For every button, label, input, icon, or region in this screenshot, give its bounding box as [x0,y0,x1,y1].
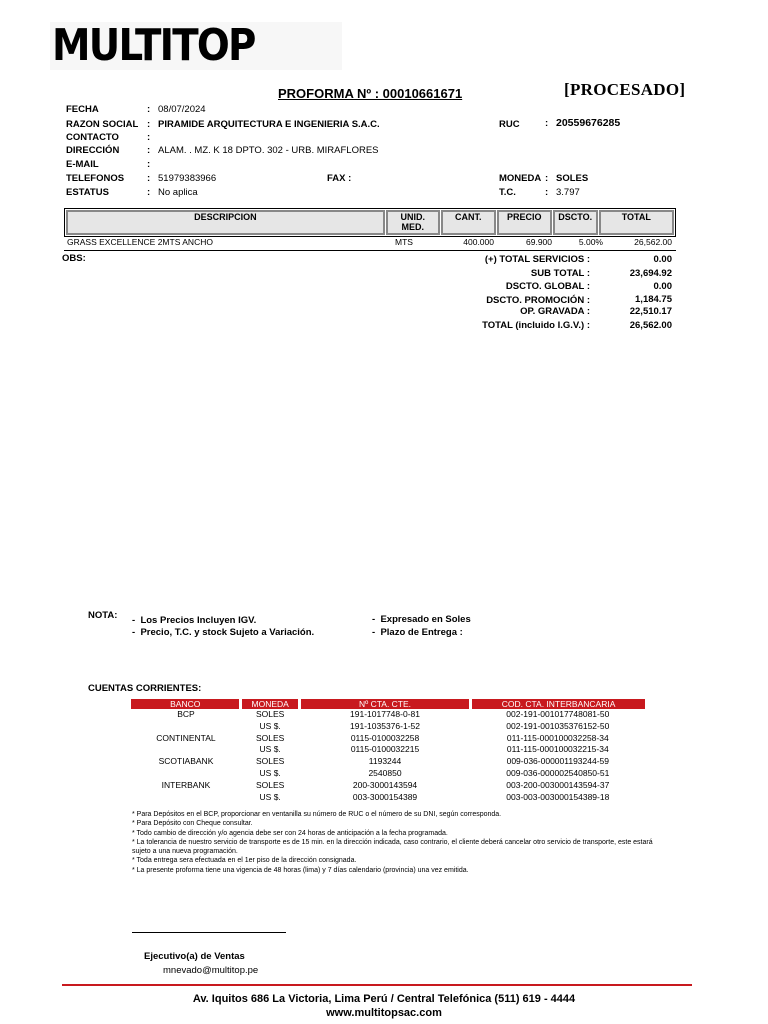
note-line: * La presente proforma tiene una vigencia de 48 horas (lima) y 7 días calendario (provincia) una vez emitida. [132,866,469,874]
tc-value: 3.797 [556,187,580,198]
telefonos-value: 51979383966 [158,173,217,184]
colon: : [545,173,549,184]
total-igv-label: TOTAL (incluido I.G.V.) : [482,320,590,331]
dscto-promocion-value: 1,184.75 [635,294,672,305]
direccion-value: ALAM. . MZ. K 18 DPTO. 302 - URB. MIRAFLORES [158,145,379,156]
item-unid: MTS [395,237,413,247]
table-divider [64,250,676,251]
col-unid-med: UNID. MED. [386,210,440,235]
colon: : [147,159,151,170]
colon: : [147,145,151,156]
company-logo: MULTITOP [52,20,255,71]
conditions-notes [132,810,672,875]
footer-website: www.multitopsac.com [326,1007,442,1019]
note-line: * Todo cambio de dirección y/o agencia debe ser con 24 horas de anticipación a la fecha programada. [132,829,448,837]
bank-col-moneda: MONEDA [241,699,299,709]
estatus-label: ESTATUS [66,187,109,198]
total-servicios-label: (+) TOTAL SERVICIOS : [484,254,590,265]
item-dscto: 5.00% [578,237,603,247]
moneda-value: SOLES [556,173,589,184]
nota-item: - Los Precios Incluyen IGV. [132,615,257,626]
note-line: * Toda entrega sera efectuada en el 1er piso de la dirección consignada. [132,857,357,865]
fecha-label: FECHA [66,104,99,115]
bank-col-cta: Nº CTA. CTE. [299,699,470,709]
op-gravada-label: OP. GRAVADA : [520,306,590,317]
table-row: SCOTIABANK SOLES 1193244 009-036-000001193244-59 [158,756,610,767]
item-total: 26,562.00 [634,237,672,247]
note-line: * La tolerancia de nuestro servicio de transporte es de 15 min. en la dirección indicada, caso contrario, el cliente deberá cancelar otro servicio de transporte, este estará sujeto a una nueva programación. [132,838,653,856]
col-precio: PRECIO [497,210,552,235]
direccion-label: DIRECCIÓN [66,145,120,156]
col-dscto: DSCTO. [553,210,598,235]
table-row: US $. 003-3000154389 003-003-003000154389-18 [259,791,610,802]
table-row: CONTINENTAL SOLES 0115-0100032258 011-115-000100032258-34 [156,732,609,743]
ruc-label: RUC [499,119,520,130]
contacto-label: CONTACTO [66,132,119,143]
colon: : [147,104,151,115]
obs-label: OBS: [62,253,86,264]
table-row: US $. 2540850 009-036-000002540850-51 [259,767,610,778]
col-total: TOTAL [599,210,674,235]
bank-accounts-table [131,699,645,803]
table-row: US $. 191-1035376-1-52 002-191-001035376152-50 [259,720,610,731]
bank-col-banco: BANCO [131,699,241,709]
colon: : [147,187,151,198]
signature-email: mnevado@multitop.pe [163,965,259,976]
colon: : [545,118,549,129]
nota-item: - Precio, T.C. y stock Sujeto a Variación. [132,627,315,638]
estatus-value: No aplica [158,187,198,198]
note-line: * Para Depósito con Cheque consultar. [132,820,253,828]
nota-label: NOTA: [88,610,118,621]
col-descripcion: DESCRIPCION [66,210,385,235]
sub-total-label: SUB TOTAL : [530,268,590,279]
fecha-value: 08/07/2024 [158,104,206,115]
table-row: US $. 0115-0100032215 011-115-000100032215-34 [259,744,609,755]
tc-label: T.C. [499,187,516,198]
razon-social-value: PIRAMIDE ARQUITECTURA E INGENIERIA S.A.C. [158,119,380,130]
item-descripcion: GRASS EXCELLENCE 2MTS ANCHO [67,237,213,247]
dscto-promocion-label: DSCTO. PROMOCIÓN : [486,295,590,306]
note-line: * Para Depósitos en el BCP, proporcionar en ventanilla su número de RUC o el número de su DNI, según corresponda. [132,811,502,818]
cuentas-title: CUENTAS CORRIENTES: [88,683,202,694]
colon: : [545,187,549,198]
total-servicios-value: 0.00 [653,254,672,265]
sub-total-value: 23,694.92 [629,268,672,279]
total-igv-value: 26,562.00 [629,320,672,331]
signature-line [132,932,286,933]
item-precio: 69.900 [526,237,552,247]
razon-social-label: RAZON SOCIAL [66,119,139,130]
fax-label: FAX : [327,173,352,184]
nota-item: - Plazo de Entrega : [372,627,463,638]
footer-address: Av. Iquitos 686 La Victoria, Lima Perú / Central Telefónica (511) 619 - 4444 [192,993,576,1005]
email-label: E-MAIL [66,159,99,170]
proforma-title: PROFORMA Nº : 00010661671 [278,86,463,101]
moneda-label: MONEDA [499,173,542,184]
colon: : [147,173,151,184]
nota-item: - Expresado en Soles [372,614,471,625]
items-table-header [64,208,676,237]
telefonos-label: TELEFONOS [66,173,125,184]
table-row: INTERBANK SOLES 200-3000143594 003-200-003000143594-37 [161,779,610,790]
status-badge: [PROCESADO] [564,80,686,99]
col-cant: CANT. [441,210,496,235]
colon: : [147,119,151,130]
table-row: BCP SOLES 191-1017748-0-81 002-191-001017748081-50 [177,709,610,719]
bank-col-interbancaria: COD. CTA. INTERBANCARIA [471,699,645,709]
op-gravada-value: 22,510.17 [629,306,672,317]
signature-title: Ejecutivo(a) de Ventas [144,951,245,962]
dscto-global-value: 0.00 [653,281,672,292]
footer-divider [62,984,692,986]
colon: : [147,132,151,143]
item-cant: 400.000 [463,237,494,247]
dscto-global-label: DSCTO. GLOBAL : [505,281,590,292]
ruc-value: 20559676285 [556,117,621,129]
